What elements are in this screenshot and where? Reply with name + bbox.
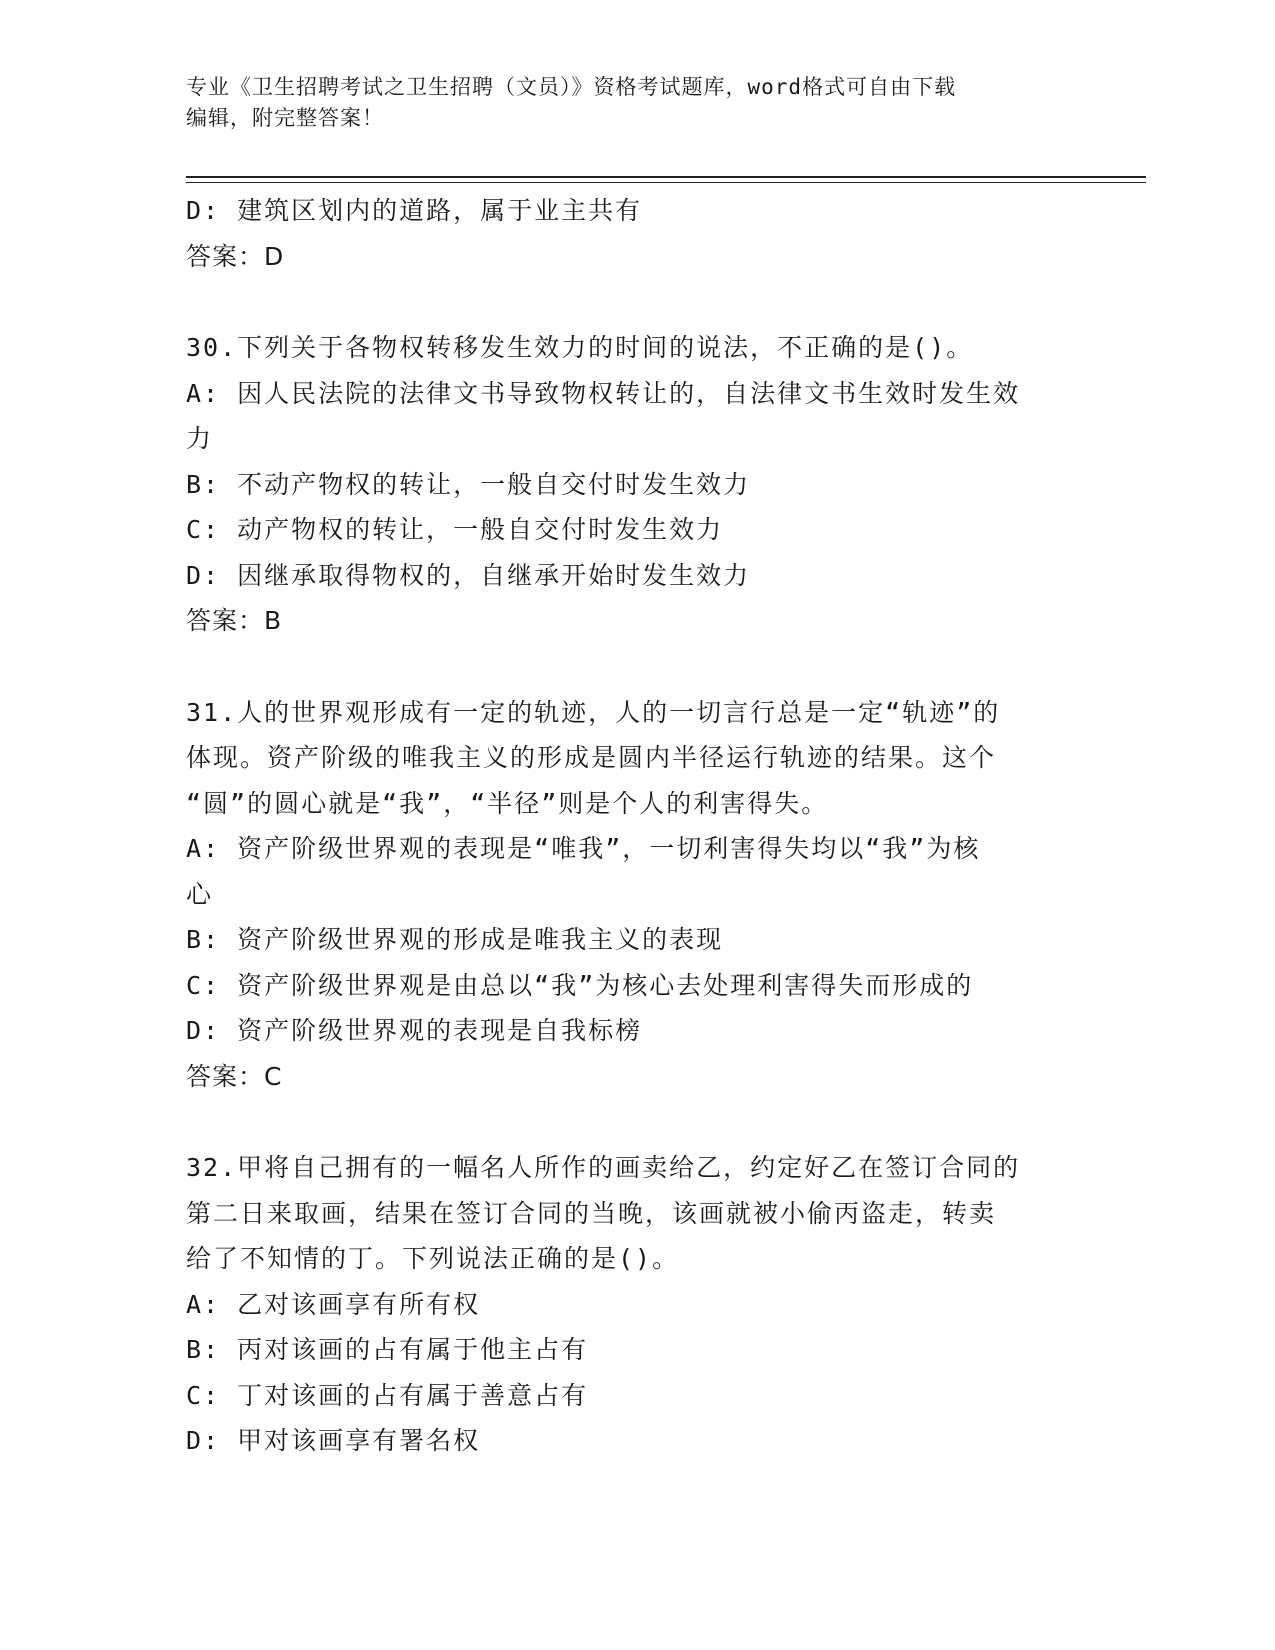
q29-option-d: D: 建筑区划内的道路，属于业主共有: [186, 196, 643, 225]
q32-option-c: C: 丁对该画的占有属于善意占有: [186, 1380, 589, 1410]
q32-stem-line1: 32.甲将自己拥有的一幅名人所作的画卖给乙，约定好乙在签订合同的: [186, 1153, 1021, 1182]
header-line-1: 专业《卫生招聘考试之卫生招聘（文员）》资格考试题库，word格式可自由下载: [186, 75, 957, 99]
q30-option-b: B: 不动产物权的转让，一般自交付时发生效力: [186, 469, 751, 499]
q31-option-b: B: 资产阶级世界观的形成是唯我主义的表现: [186, 925, 724, 954]
q31-option-d: D: 资产阶级世界观的表现是自我标榜: [186, 1016, 643, 1045]
q32-option-d: D: 甲对该画享有署名权: [186, 1426, 481, 1455]
q32-option-a: A: 乙对该画享有所有权: [186, 1289, 481, 1319]
q31-option-a-line1: A: 资产阶级世界观的表现是“唯我”，一切利害得失均以“我”为核: [186, 834, 981, 863]
q31-answer: 答案：C: [186, 1061, 283, 1091]
q30-option-a-line1: A: 因人民法院的法律文书导致物权转让的，自法律文书生效时发生效: [186, 378, 1021, 408]
q30-option-a-line2: 力: [186, 424, 214, 453]
q29-answer: 答案：D: [186, 241, 285, 271]
q31-stem-line1: 31.人的世界观形成有一定的轨迹，人的一切言行总是一定“轨迹”的: [186, 697, 1001, 727]
spacer: [186, 1099, 1086, 1145]
q31-option-c: C: 资产阶级世界观是由总以“我”为核心去处理利害得失而形成的: [186, 970, 974, 1000]
q31-stem-line3: “圆”的圆心就是“我”，“半径”则是个人的利害得失。: [186, 788, 829, 818]
q31-stem-line2: 体现。资产阶级的唯我主义的形成是圆内半径运行轨迹的结果。这个: [186, 743, 997, 772]
document-header: [186, 72, 1086, 134]
question-content: [186, 188, 1086, 1464]
q30-option-c: C: 动产物权的转让，一般自交付时发生效力: [186, 515, 724, 544]
q32-option-b: B: 丙对该画的占有属于他主占有: [186, 1335, 589, 1364]
q32-stem-line2: 第二日来取画，结果在签订合同的当晚，该画就被小偷丙盗走，转卖: [186, 1198, 997, 1228]
q32-stem-line3: 给了不知情的丁。下列说法正确的是()。: [186, 1244, 680, 1273]
q30-option-d: D: 因继承取得物权的，自继承开始时发生效力: [186, 560, 751, 590]
q30-stem: 30.下列关于各物权转移发生效力的时间的说法，不正确的是()。: [186, 333, 974, 362]
header-rule-thin: [186, 182, 1146, 183]
header-rule-thick: [186, 176, 1146, 178]
q30-answer: 答案：B: [186, 606, 283, 635]
q31-option-a-line2: 心: [186, 879, 214, 909]
header-line-2: 编辑，附完整答案！: [186, 106, 384, 130]
spacer: [186, 279, 1086, 325]
spacer: [186, 644, 1086, 690]
